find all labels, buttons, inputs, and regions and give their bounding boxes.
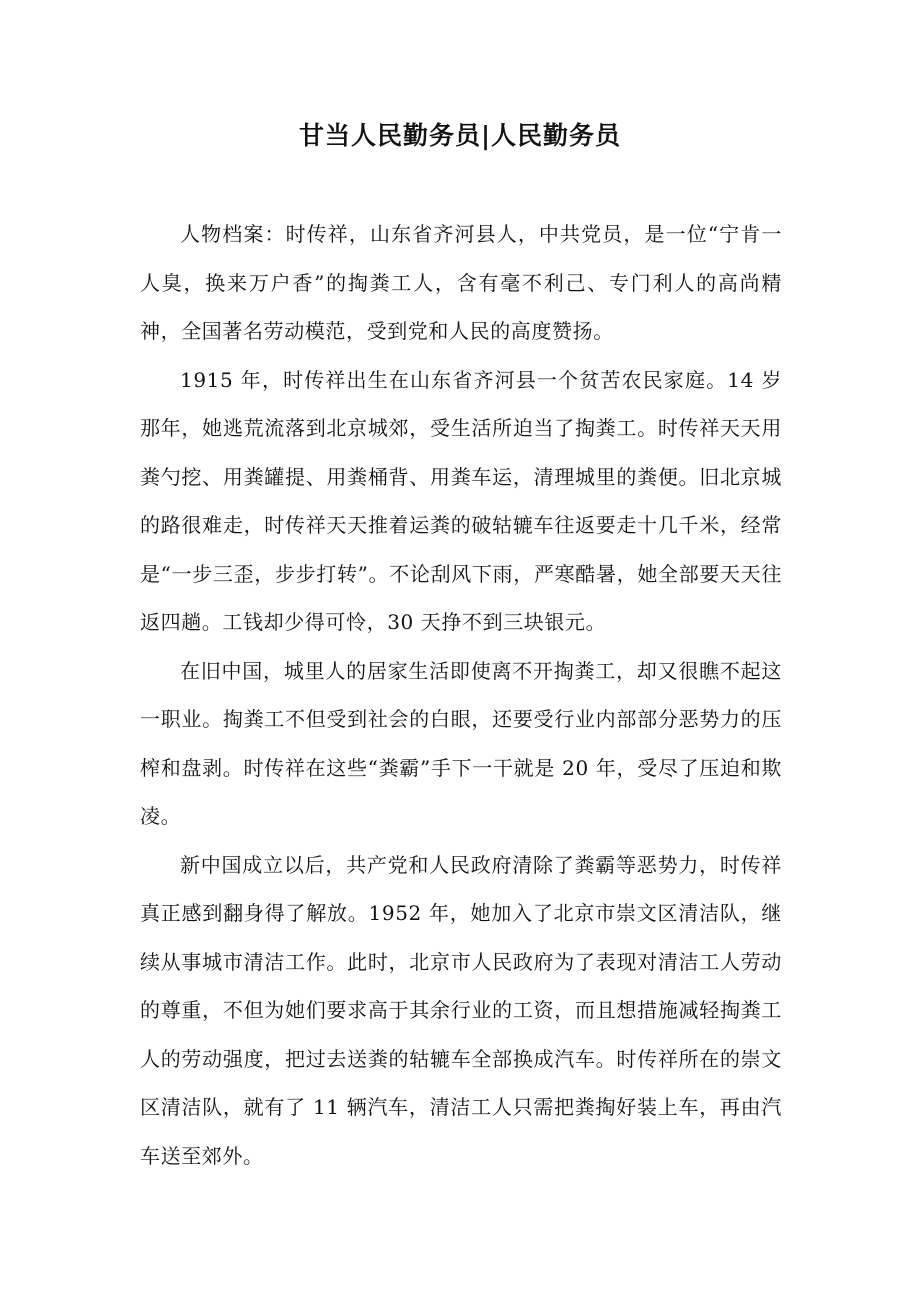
- paragraph-profile: 人物档案：时传祥，山东省齐河县人，中共党员，是一位“宁肯一人臭，换来万户香”的掏粪工人，含有毫不利己、专门利人的高尚精神，全国著名劳动模范，受到党和人民的高度赞扬。: [140, 222, 782, 343]
- document-title: 甘当人民勤务员|人民勤务员: [298, 121, 622, 150]
- document-body: [140, 210, 782, 1180]
- paragraph-old-china: 在旧中国，城里人的居家生活即使离不开掏粪工，却又很瞧不起这一职业。掏粪工不但受到社会的白眼，还要受行业内部部分恶势力的压榨和盘剥。时传祥在这些“粪霸”手下一干就是 20 年，受尽了压迫和欺凌。: [140, 658, 782, 828]
- paragraph-early-life: 1915 年，时传祥出生在山东省齐河县一个贫苦农民家庭。14 岁那年，她逃荒流落到北京城郊，受生活所迫当了掏粪工。时传祥天天用粪勺挖、用粪罐提、用粪桶背、用粪车运，清理城里的粪便。旧北京城的路很难走，时传祥天天推着运粪的破轱辘车往返要走十几千米，经常是“一步三歪，步步打转”。不论刮风下雨，严寒酷暑，她全部要天天往返四趟。工钱却少得可怜，30 天挣不到三块银元。: [140, 367, 782, 634]
- paragraph-new-china: 新中国成立以后，共产党和人民政府清除了粪霸等恶势力，时传祥真正感到翻身得了解放。1952 年，她加入了北京市崇文区清洁队，继续从事城市清洁工作。此时，北京市人民政府为了表现对清洁工人劳动的尊重，不但为她们要求高于其余行业的工资，而且想措施减轻掏粪工人的劳动强度，把过去送粪的轱辘车全部换成汽车。时传祥所在的崇文区清洁队，就有了 11 辆汽车，清洁工人只需把粪掏好装上车，再由汽车送至郊外。: [140, 852, 782, 1168]
